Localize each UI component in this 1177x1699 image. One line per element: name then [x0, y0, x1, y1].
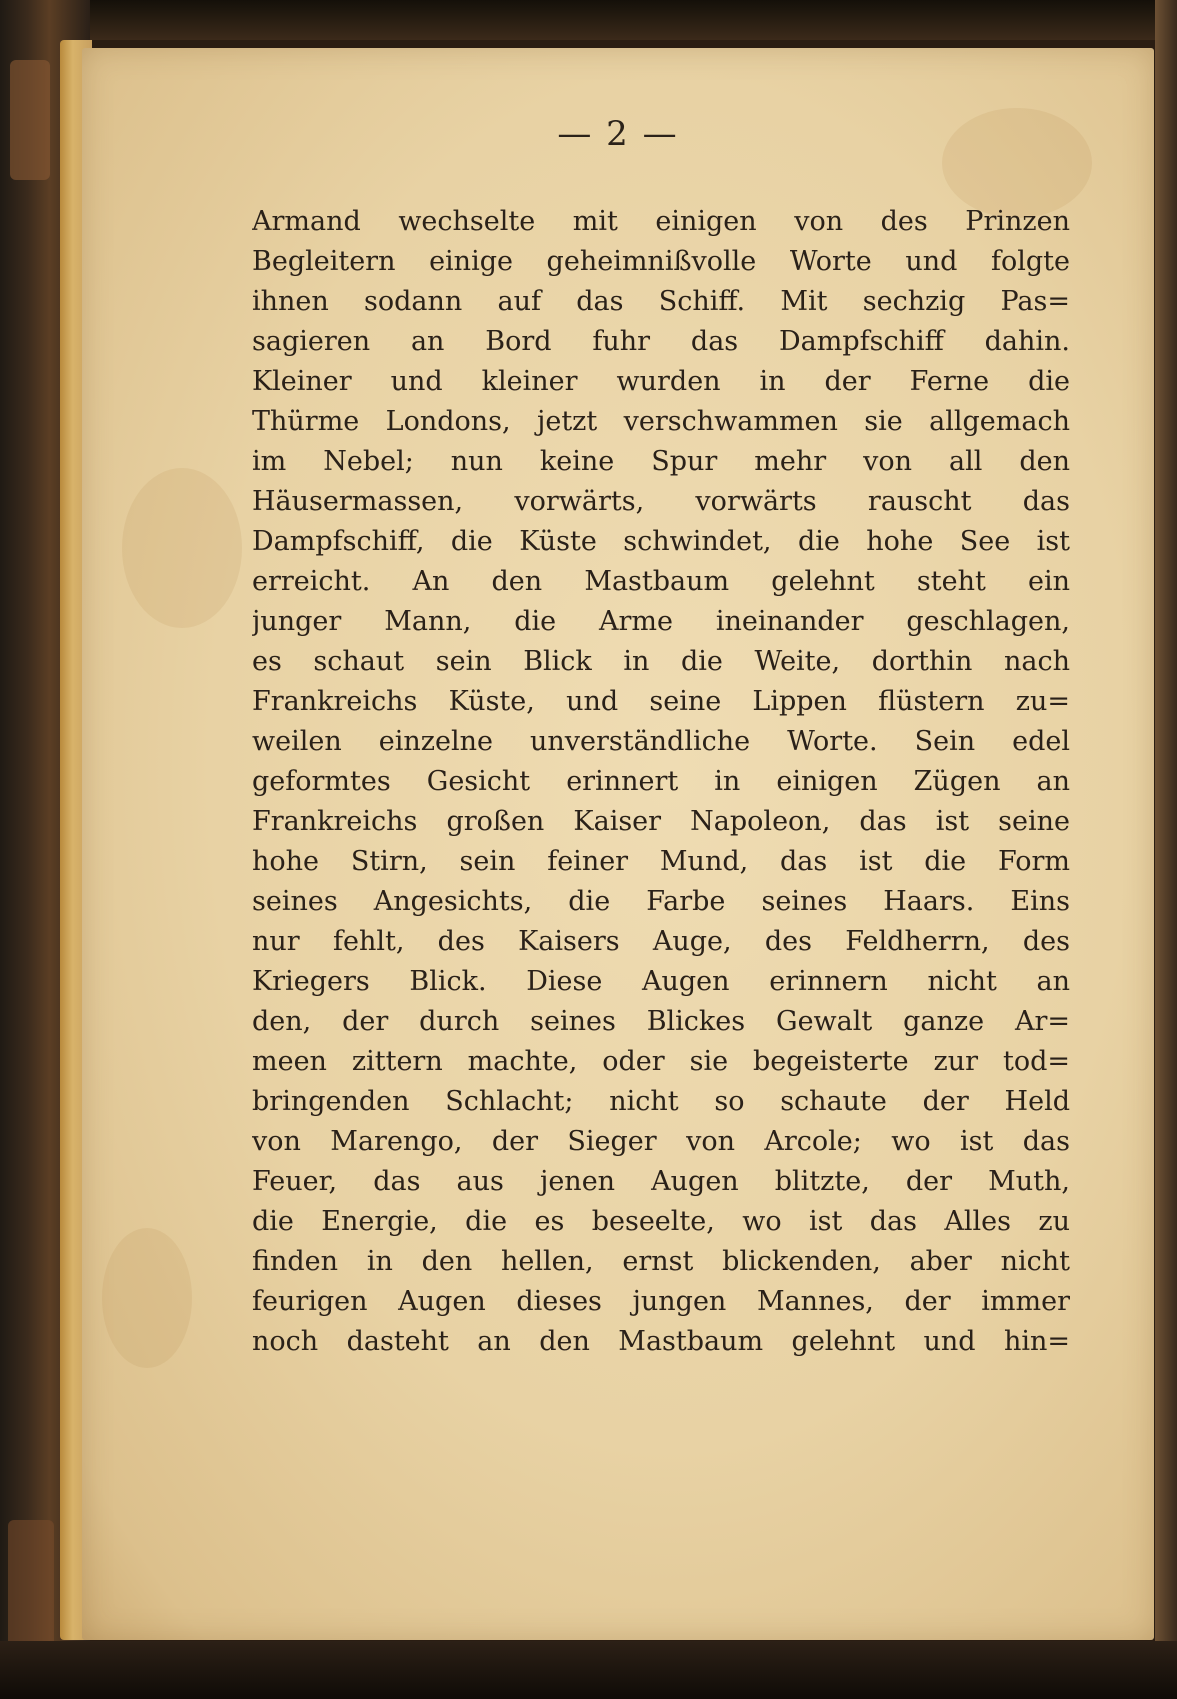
text-line: junger Mann, die Arme ineinander geschlagen, — [252, 606, 1070, 637]
text-line: erreicht. An den Mastbaum gelehnt steht ein — [252, 566, 1070, 597]
text-line: von Marengo, der Sieger von Arcole; wo ist das — [252, 1126, 1070, 1157]
text-line: Dampfschiff, die Küste schwindet, die hohe See ist — [252, 526, 1070, 557]
paper-stain — [122, 468, 242, 628]
text-line: Armand wechselte mit einigen von des Prinzen — [252, 206, 1070, 237]
text-line: geformtes Gesicht erinnert in einigen Zügen an — [252, 766, 1070, 797]
book-cover-top — [0, 0, 1177, 40]
text-line: die Energie, die es beseelte, wo ist das Alles zu — [252, 1206, 1070, 1237]
text-line: Feuer, das aus jenen Augen blitzte, der Muth, — [252, 1166, 1070, 1197]
text-line: Kriegers Blick. Diese Augen erinnern nicht an — [252, 966, 1070, 997]
page-number: — 2 — — [557, 114, 679, 154]
text-line: es schaut sein Blick in die Weite, dorthin nach — [252, 646, 1070, 677]
text-line: weilen einzelne unverständliche Worte. Sein edel — [252, 726, 1070, 757]
book-cover-bottom — [0, 1641, 1177, 1699]
text-line: hohe Stirn, sein feiner Mund, das ist die Form — [252, 846, 1070, 877]
text-line: feurigen Augen dieses jungen Mannes, der immer — [252, 1286, 1070, 1317]
text-line: Häusermassen, vorwärts, vorwärts rauscht das — [252, 486, 1070, 517]
text-line: Kleiner und kleiner wurden in der Ferne die — [252, 366, 1070, 397]
text-line: bringenden Schlacht; nicht so schaute der Held — [252, 1086, 1070, 1117]
text-line: Begleitern einige geheimnißvolle Worte und folgte — [252, 246, 1070, 277]
text-line: Thürme Londons, jetzt verschwammen sie allgemach — [252, 406, 1070, 437]
spine-wear-mark — [10, 60, 50, 180]
text-line: noch dasteht an den Mastbaum gelehnt und hin= — [252, 1326, 1070, 1357]
text-line: Frankreichs Küste, und seine Lippen flüstern zu= — [252, 686, 1070, 717]
text-line: ihnen sodann auf das Schiff. Mit sechzig Pas= — [252, 286, 1070, 317]
text-line: den, der durch seines Blickes Gewalt ganze Ar= — [252, 1006, 1070, 1037]
body-text — [252, 202, 1070, 1362]
book-page — [82, 48, 1154, 1640]
book-cover-right — [1155, 0, 1177, 1699]
text-line: Frankreichs großen Kaiser Napoleon, das ist seine — [252, 806, 1070, 837]
paper-stain — [102, 1228, 192, 1368]
text-line: meen zittern machte, oder sie begeisterte zur tod= — [252, 1046, 1070, 1077]
text-line: nur fehlt, des Kaisers Auge, des Feldherrn, des — [252, 926, 1070, 957]
text-line: im Nebel; nun keine Spur mehr von all den — [252, 446, 1070, 477]
text-line: seines Angesichts, die Farbe seines Haars. Eins — [252, 886, 1070, 917]
text-line: finden in den hellen, ernst blickenden, aber nicht — [252, 1246, 1070, 1277]
text-line: sagieren an Bord fuhr das Dampfschiff dahin. — [252, 326, 1070, 357]
